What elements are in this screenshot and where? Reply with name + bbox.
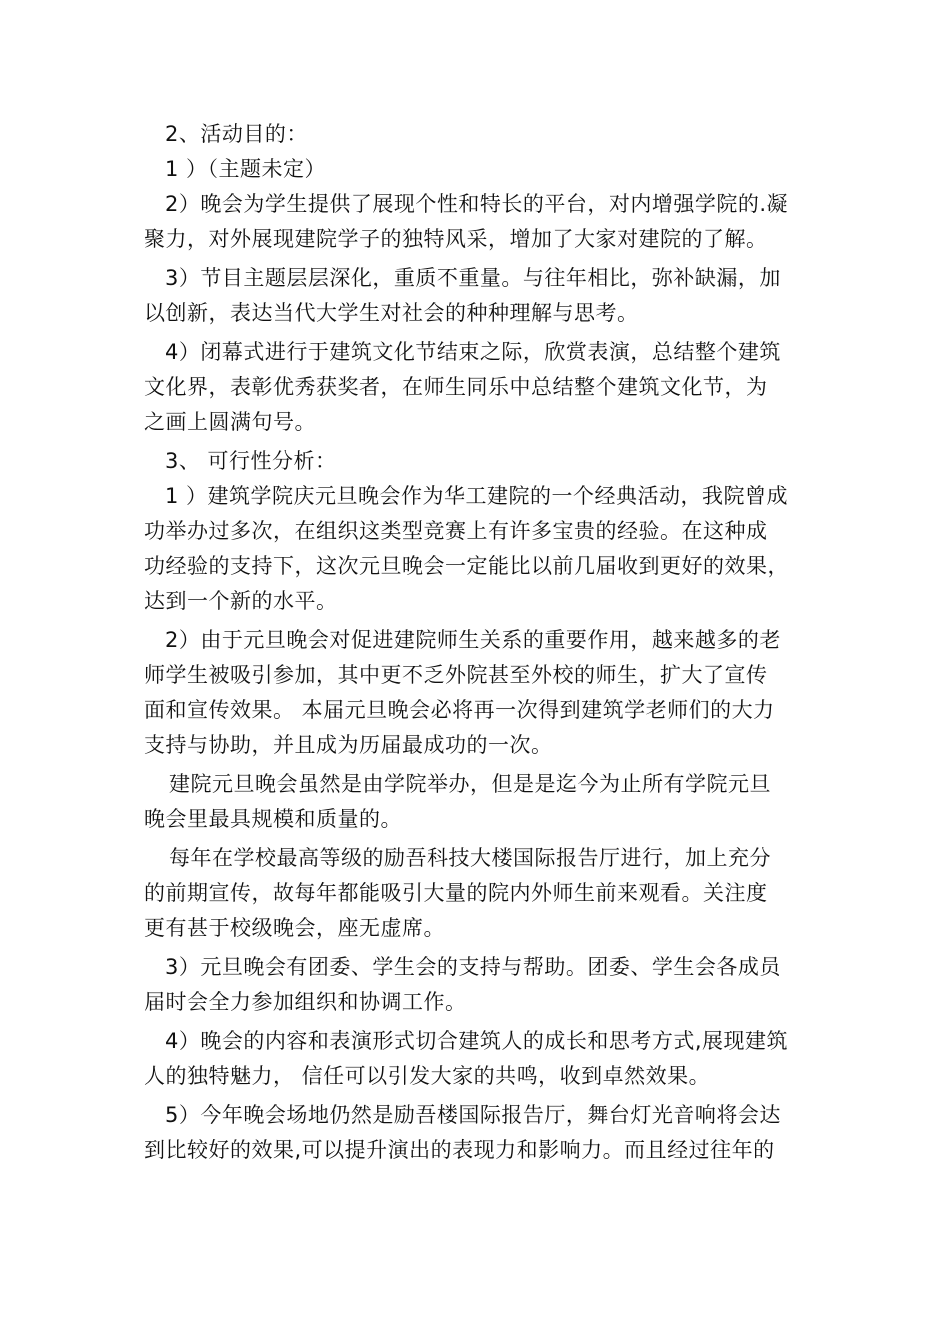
text-line: 5）今年晚会场地仍然是励吾楼国际报告厅，舞台灯光音响将会达 [165,1103,781,1127]
section-heading-feasibility: 3、 可行性分析： [165,449,337,473]
text-line: 聚力，对外展现建院学子的独特风采，增加了大家对建院的了解。 [144,227,768,251]
text-line: 支持与协助，并且成为历届最成功的一次。 [144,733,553,757]
text-line: 晚会里最具规模和质量的。 [144,807,402,831]
text-line: 师学生被吸引参加，其中更不乏外院甚至外校的师生，扩大了宣传 [144,663,768,687]
text-line: 人的独特魅力， 信任可以引发大家的共鸣，收到卓然效果。 [144,1064,711,1088]
text-line: 的前期宣传，故每年都能吸引大量的院内外师生前来观看。关注度 [144,881,768,905]
text-line: 4）闭幕式进行于建筑文化节结束之际，欣赏表演，总结整个建筑 [165,340,781,364]
text-line: 到比较好的效果,可以提升演出的表现力和影响力。而且经过往年的 [144,1138,775,1162]
text-line: 2）晚会为学生提供了展现个性和特长的平台，对内增强学院的.凝 [165,192,789,216]
text-line: 以创新，表达当代大学生对社会的种种理解与思考。 [144,301,639,325]
text-line: 3）节目主题层层深化，重质不重量。与往年相比，弥补缺漏，加 [165,266,781,290]
text-line: 之画上圆满句号。 [144,410,316,434]
text-line: 建院元旦晚会虽然是由学院举办，但是是迄今为止所有学院元旦 [169,772,771,796]
text-line: 每年在学校最高等级的励吾科技大楼国际报告厅进行，加上充分 [169,846,771,870]
text-line: 1 ）建筑学院庆元旦晚会作为华工建院的一个经典活动，我院曾成 [165,484,789,508]
text-line: 功举办过多次，在组织这类型竞赛上有许多宝贵的经验。在这种成 [144,519,768,543]
text-line: 1 ）（主题未定） [165,157,327,181]
section-heading-activity-purpose: 2、活动目的： [165,122,308,146]
text-line: 面和宣传效果。 本届元旦晚会必将再一次得到建筑学老师们的大力 [144,698,775,722]
text-line: 功经验的支持下，这次元旦晚会一定能比以前几届收到更好的效果， [144,554,789,578]
text-line: 2）由于元旦晚会对促进建院师生关系的重要作用，越来越多的老 [165,628,781,652]
text-line: 达到一个新的水平。 [144,589,338,613]
document-body [144,117,816,1168]
text-line: 更有甚于校级晚会，座无虚席。 [144,916,445,940]
text-line: 届时会全力参加组织和协调工作。 [144,990,467,1014]
text-line: 文化界，表彰优秀获奖者，在师生同乐中总结整个建筑文化节，为 [144,375,768,399]
text-line: 4）晚会的内容和表演形式切合建筑人的成长和思考方式,展现建筑 [165,1029,789,1053]
text-line: 3）元旦晚会有团委、学生会的支持与帮助。团委、学生会各成员 [165,955,781,979]
